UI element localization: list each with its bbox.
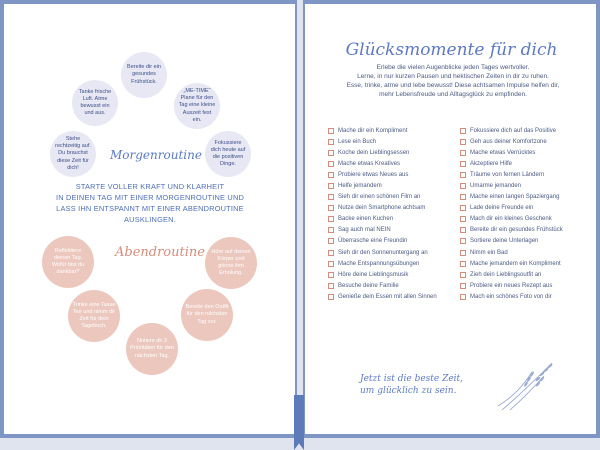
checkbox-icon[interactable] <box>328 183 334 189</box>
checklist-item-label: Sieh dir den Sonnenuntergang an <box>338 249 428 256</box>
checklist-item <box>328 192 437 203</box>
checklist-item <box>460 291 563 302</box>
checklist-right <box>460 125 563 303</box>
checklist-item-label: Lese ein Buch <box>338 138 377 145</box>
closing-line: um glücklich zu sein. <box>360 386 457 396</box>
intro-line: Esse, trinke, atme und lebe bewusst! Diese achtsamen Impulse helfen dir, <box>346 82 560 89</box>
checkbox-icon[interactable] <box>460 183 466 189</box>
checklist-item-label: Überrasche eine Freundin <box>338 238 408 245</box>
checklist-item <box>460 192 563 203</box>
checkbox-icon[interactable] <box>328 139 334 145</box>
intro-line: Lerne, in nur kurzen Pausen und hektischen Zeiten in dir zu ruhen. <box>357 73 549 80</box>
checklist-item-label: Mach dir ein kleines Geschenk <box>470 216 552 223</box>
morning-item: Stehe rechtzeitig auf. Du brauchst diese Zeit für dich! <box>50 131 96 177</box>
checklist-item-label: Mache jemandem ein Kompliment <box>470 260 561 267</box>
checkbox-icon[interactable] <box>328 283 334 289</box>
checklist-item-label: Akzeptiere Hilfe <box>470 160 513 167</box>
checklist-item-label: Sortiere deine Unterlagen <box>470 238 539 245</box>
checklist-item <box>328 236 437 247</box>
checkbox-icon[interactable] <box>328 161 334 167</box>
checkbox-icon[interactable] <box>328 205 334 211</box>
checklist-item-label: Bereite dir ein gesundes Frühstück <box>470 227 563 234</box>
checklist-item-label: Träume von fernen Ländern <box>470 171 545 178</box>
checklist-item <box>460 147 563 158</box>
checklist-item-label: Nutze dein Smartphone achtsam <box>338 205 426 212</box>
checklist-item <box>460 236 563 247</box>
checkbox-icon[interactable] <box>328 216 334 222</box>
morning-item: Fokussiere dich heute auf die positiven Dinge. <box>205 131 251 177</box>
checklist-item <box>460 169 563 180</box>
checklist-item-label: Fokussiere dich auf das Positive <box>470 127 557 134</box>
checklist-item-label: Höre deine Lieblingsmusik <box>338 271 409 278</box>
morning-title: Morgenroutine <box>110 148 202 162</box>
checklist-item <box>328 280 437 291</box>
checklist-item <box>460 158 563 169</box>
checklist-item <box>328 258 437 269</box>
checklist-item-label: Mache einen langen Spaziergang <box>470 194 560 201</box>
checkbox-icon[interactable] <box>460 150 466 156</box>
checklist-item-label: Probiere ein neues Rezept aus <box>470 282 553 289</box>
checklist-item-label: Umarme jemanden <box>470 183 522 190</box>
checkbox-icon[interactable] <box>460 139 466 145</box>
morning-item: Tanke frische Luft. Atme bewusst ein und aus. <box>72 80 118 126</box>
checklist-item <box>328 269 437 280</box>
checklist-item-label: Mach ein schönes Foto von dir <box>470 293 552 300</box>
intro-caps-line: IN DEINEN TAG MIT EINER MORGENROUTINE UND <box>55 193 245 202</box>
closing-line: Jetzt ist die beste Zeit, <box>360 374 464 384</box>
checklist-item <box>328 203 437 214</box>
checklist-item-label: Helfe jemandem <box>338 183 382 190</box>
checkbox-icon[interactable] <box>460 294 466 300</box>
intro-line: mehr Lebensfreude und Alltagsglück zu empfinden. <box>379 91 527 98</box>
lavender-sprig-icon <box>492 358 562 413</box>
checklist-item <box>460 280 563 291</box>
checklist-item <box>328 247 437 258</box>
intro-caps-line: LASS IHN ENTSPANNT MIT EINER ABENDROUTINE AUSKLINGEN. <box>56 204 244 224</box>
checkbox-icon[interactable] <box>328 128 334 134</box>
evening-item: Notiere dir 3 Prioritäten für den nächsten Tag. <box>126 323 178 375</box>
checkbox-icon[interactable] <box>460 216 466 222</box>
checklist-item <box>328 180 437 191</box>
intro-caps-line: STARTE VOLLER KRAFT UND KLARHEIT <box>75 182 225 191</box>
checkbox-icon[interactable] <box>460 161 466 167</box>
checkbox-icon[interactable] <box>328 294 334 300</box>
bookmark-ribbon <box>294 395 304 450</box>
checklist-item-label: Mache dir ein Kompliment <box>338 127 408 134</box>
checklist-item <box>328 125 437 136</box>
checklist-item <box>460 203 563 214</box>
checklist-item <box>328 225 437 236</box>
checklist-item-label: Backe einen Kuchen <box>338 216 394 223</box>
checkbox-icon[interactable] <box>328 250 334 256</box>
checkbox-icon[interactable] <box>460 272 466 278</box>
checkbox-icon[interactable] <box>328 272 334 278</box>
checkbox-icon[interactable] <box>328 227 334 233</box>
checklist-item <box>328 158 437 169</box>
checklist-item <box>328 147 437 158</box>
checklist-item <box>328 291 437 302</box>
checkbox-icon[interactable] <box>460 205 466 211</box>
checkbox-icon[interactable] <box>460 283 466 289</box>
checklist-left <box>328 125 437 303</box>
checklist-item <box>460 269 563 280</box>
morning-item: „ME-TIME“ Plane für den Tag eine kleine Auszeit fest ein. <box>174 83 220 129</box>
checklist-item-label: Nimm ein Bad <box>470 249 508 256</box>
closing-quote <box>360 373 463 397</box>
checklist-item <box>328 169 437 180</box>
evening-item: Höre auf deinen Körper und gönne ihm Erholung. <box>205 237 257 289</box>
checklist-item-label: Sag auch mal NEIN <box>338 227 391 234</box>
checklist-item-label: Lade deine Freunde ein <box>470 205 534 212</box>
intro-caps <box>30 181 270 225</box>
checklist-item <box>460 136 563 147</box>
checkbox-icon[interactable] <box>328 238 334 244</box>
checkbox-icon[interactable] <box>328 261 334 267</box>
evening-item: Reflektiere deinen Tag. Wofür bist du dankbar? <box>42 236 94 288</box>
checkbox-icon[interactable] <box>328 194 334 200</box>
checkbox-icon[interactable] <box>460 261 466 267</box>
checklist-item <box>328 214 437 225</box>
checklist-item-label: Zieh dein Lieblingsoutfit an <box>470 271 542 278</box>
checkbox-icon[interactable] <box>460 128 466 134</box>
page-title: Glücksmomente für dich <box>345 40 558 60</box>
checklist-item-label: Besuche deine Familie <box>338 282 399 289</box>
intro-text <box>318 63 588 99</box>
checklist-item <box>460 125 563 136</box>
evening-item: Bereite den Outfit für den nächsten Tag vor. <box>181 289 233 341</box>
checklist-item-label: Mache etwas Kreatives <box>338 160 401 167</box>
checklist-item-label: Geh aus deiner Komfortzone <box>470 138 547 145</box>
checklist-item-label: Genieße dein Essen mit allen Sinnen <box>338 293 437 300</box>
checklist-item <box>460 180 563 191</box>
evening-title: Abendroutine <box>115 245 205 260</box>
checklist-item-label: Probiere etwas Neues aus <box>338 171 409 178</box>
checklist-item <box>460 225 563 236</box>
checklist-item-label: Sieh dir einen schönen Film an <box>338 194 421 201</box>
checklist-item-label: Mache etwas Verrücktes <box>470 149 536 156</box>
checkbox-icon[interactable] <box>460 194 466 200</box>
checklist-item <box>328 136 437 147</box>
intro-line: Erlebe die vielen Augenblicke jeden Tages wertvoller. <box>376 64 530 71</box>
morning-item: Bereite dir ein gesundes Frühstück. <box>121 52 167 98</box>
checklist-item <box>460 214 563 225</box>
checkbox-icon[interactable] <box>460 238 466 244</box>
checkbox-icon[interactable] <box>460 227 466 233</box>
checklist-item-label: Mache Entspannungsübungen <box>338 260 420 267</box>
checklist-item <box>460 258 563 269</box>
checkbox-icon[interactable] <box>460 172 466 178</box>
checklist-item-label: Koche dein Lieblingsessen <box>338 149 410 156</box>
checklist-item <box>460 247 563 258</box>
evening-item: Trinke eine Tasse Tee und nimm dir Zeit für dein Tagebuch. <box>68 290 120 342</box>
checkbox-icon[interactable] <box>460 250 466 256</box>
checkbox-icon[interactable] <box>328 150 334 156</box>
checkbox-icon[interactable] <box>328 172 334 178</box>
